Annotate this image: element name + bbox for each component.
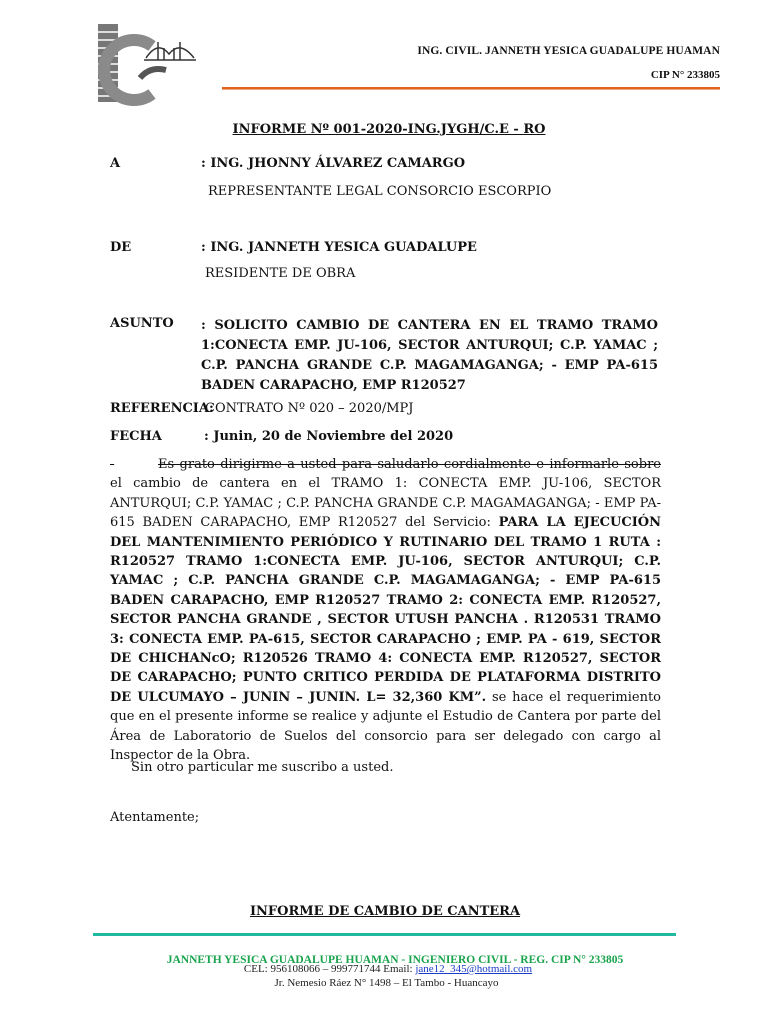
to-value: : ING. JHONNY ÁLVAREZ CAMARGO: [201, 156, 466, 171]
from-subtitle: RESIDENTE DE OBRA: [205, 266, 356, 281]
header-cip-number: CIP N° 233805: [650, 69, 720, 81]
header-divider-shadow: [222, 89, 720, 90]
footer-divider: [93, 933, 676, 936]
body-text-part1: el cambio de cantera en el TRAMO 1: CONECTA EMP. JU-106, SECTOR ANTURQUI; C.P. YAMAC ; C.P. PANCHA GRANDE C.P. MAGAMAGANGA; - EMP PA-615 BADEN CARAPACHO, EMP R120527 del Servicio:: [110, 476, 661, 531]
body-strikethrough-text: Es grato dirigirme a usted para saludarlo cordialmente e informarle sobre: [158, 457, 661, 472]
from-value: : ING. JANNETH YESICA GUADALUPE: [201, 240, 477, 255]
from-label: DE: [110, 240, 132, 255]
report-title: INFORME Nº 001-2020-ING.JYGH/C.E - RO: [232, 122, 546, 137]
footer-email-link[interactable]: jane12_345@hotmail.com: [415, 963, 533, 975]
footer-phone: CEL: 956108066 – 999771744 Email:: [243, 963, 416, 975]
company-logo: [80, 18, 200, 110]
reference-label: REFERENCIA:: [110, 401, 214, 416]
date-label: FECHA: [110, 429, 162, 444]
to-label: A: [110, 156, 121, 171]
to-subtitle: REPRESENTANTE LEGAL CONSORCIO ESCORPIO: [208, 184, 552, 199]
regards-line: Atentamente;: [110, 810, 200, 825]
date-value: : Junin, 20 de Noviembre del 2020: [204, 429, 454, 444]
subject-value: : SOLICITO CAMBIO DE CANTERA EN EL TRAMO TRAMO 1:CONECTA EMP. JU-106, SECTOR ANTURQUI; C.P. YAMAC ; C.P. PANCHA GRANDE C.P. MAGAMAGANGA; - EMP PA-615 BADEN CARAPACHO, EMP R120527: [201, 318, 658, 393]
body-text-part2: se hace el requerimiento que en el presente informe se realice y adjunte el Estudio de Cantera por parte del Área de Laboratorio de Suelos del consorcio para ser delegado con cargo al Inspector de la Obra.: [110, 689, 661, 764]
header-engineer-name: ING. CIVIL. JANNETH YESICA GUADALUPE HUAMAN: [417, 45, 720, 57]
body-bold-text: PARA LA EJECUCIÓN DEL MANTENIMIENTO PERIÓDICO Y RUTINARIO DEL TRAMO 1 RUTA : R120527 TRAMO 1:CONECTA EMP. JU-106, SECTOR ANTURQUI; C.P. YAMAC ; C.P. PANCHA GRANDE C.P. MAGAMAGANGA; - EMP PA-615 BADEN CARAPACHO, EMP R120527 TRAMO 2: CONECTA EMP. R120527, SECTOR PANCHA GRANDE , SECTOR UTUSH PANCHA . R120531 TRAMO 3: CONECTA EMP. PA-615, SECTOR CARAPACHO ; EMP. PA - 619, SECTOR DE CHICHANcO; R120526 TRAMO 4: CONECTA EMP. R120527, SECTOR DE CARAPACHO; PUNTO CRITICO PERDIDA DE PLATAFORMA DISTRITO DE ULCUMAYO – JUNIN – JUNIN. L= 32,360 KM”.: [110, 515, 661, 705]
attachment-title: INFORME DE CAMBIO DE CANTERA: [249, 904, 521, 919]
subject-label: ASUNTO: [110, 316, 174, 331]
closing-line: Sin otro particular me suscribo a usted.: [131, 760, 394, 775]
reference-value: CONTRATO Nº 020 – 2020/MPJ: [205, 401, 414, 416]
footer-address: Jr. Nemesio Ráez N° 1498 – El Tambo - Huancayo: [274, 977, 499, 989]
body-paragraph: [110, 455, 661, 766]
footer-engineer-credit: JANNETH YESICA GUADALUPE HUAMAN - INGENIERO CIVIL - REG. CIP N° 233805: [166, 954, 624, 966]
footer-contact: [0, 963, 768, 975]
